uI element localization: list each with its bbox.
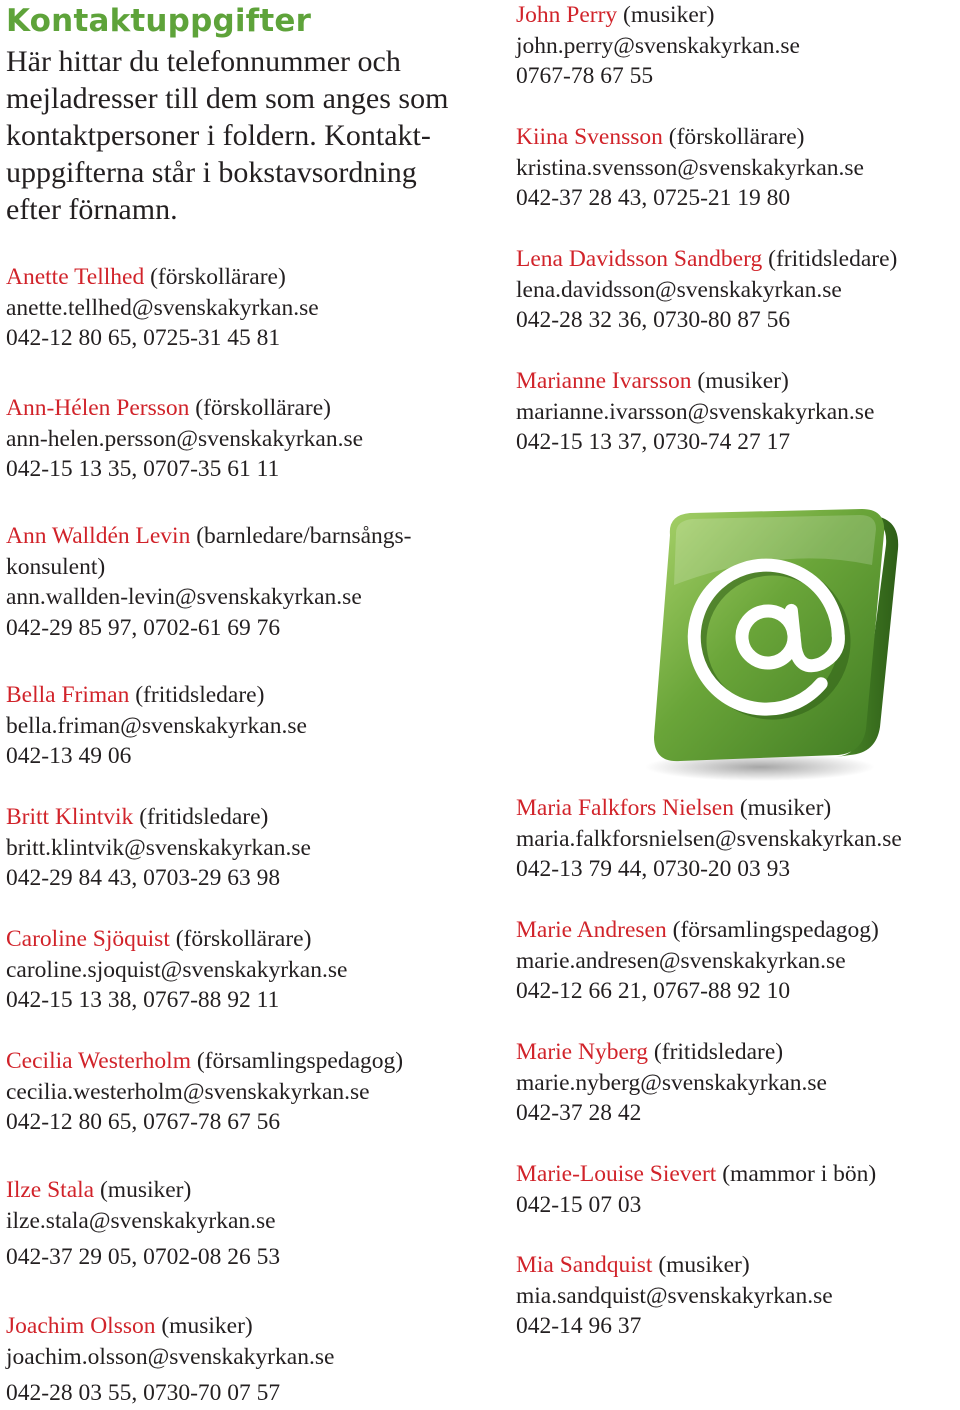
contact-entry bbox=[516, 122, 864, 214]
contact-role: (mammor i bön) bbox=[716, 1161, 877, 1187]
contact-role: (förskollärare) bbox=[169, 926, 312, 952]
contact-email[interactable]: mia.sandquist@svenskakyrkan.se bbox=[516, 1282, 833, 1309]
contact-phone: 042-29 84 43, 0703-29 63 98 bbox=[6, 865, 281, 891]
contact-email[interactable]: joachim.olsson@svenskakyrkan.se bbox=[6, 1343, 335, 1370]
contact-role: (fritidsledare) bbox=[129, 682, 265, 708]
contact-name: Bella Friman bbox=[6, 682, 130, 708]
contact-entry bbox=[6, 1046, 403, 1138]
page-title: Kontaktuppgifter bbox=[6, 3, 312, 39]
contact-role: (fritidsledare) bbox=[648, 1039, 784, 1065]
contact-phone: 042-15 13 38, 0767-88 92 11 bbox=[6, 987, 280, 1013]
contact-entry bbox=[516, 0, 800, 92]
contact-name: Caroline Sjöquist bbox=[6, 926, 170, 952]
contact-role: (församlingspedagog) bbox=[666, 917, 879, 943]
contact-name: Marie Andresen bbox=[516, 917, 667, 943]
contact-email[interactable]: john.perry@svenskakyrkan.se bbox=[516, 32, 800, 59]
contact-name: Marie-Louise Sievert bbox=[516, 1161, 717, 1187]
contact-entry bbox=[516, 915, 879, 1007]
contact-phone: 042-15 13 37, 0730-74 27 17 bbox=[516, 429, 791, 455]
contact-name: Joachim Olsson bbox=[6, 1313, 156, 1339]
contact-phone: 0767-78 67 55 bbox=[516, 63, 654, 89]
contact-name: Mia Sandquist bbox=[516, 1252, 653, 1278]
contact-entry bbox=[516, 1159, 876, 1220]
contact-entry bbox=[516, 793, 902, 885]
contact-name: Marie Nyberg bbox=[516, 1039, 649, 1065]
intro-line: efter förnamn. bbox=[6, 193, 178, 226]
contact-name: Cecilia Westerholm bbox=[6, 1048, 191, 1074]
contact-role: (förskollärare) bbox=[144, 264, 286, 290]
contact-phone: 042-37 29 05, 0702-08 26 53 bbox=[6, 1244, 281, 1270]
contact-name: John Perry bbox=[516, 2, 618, 28]
contact-role: (barnledare/barnsångs- bbox=[190, 523, 412, 549]
contact-email[interactable]: maria.falkforsnielsen@svenskakyrkan.se bbox=[516, 825, 902, 852]
contact-entry bbox=[6, 924, 347, 1016]
contact-entry bbox=[516, 1037, 827, 1129]
contact-role: (församlingspedagog) bbox=[190, 1048, 404, 1074]
contact-role-continued: konsulent) bbox=[6, 553, 106, 580]
at-sign-icon bbox=[640, 505, 900, 785]
intro-text bbox=[6, 43, 506, 228]
contact-entry bbox=[6, 521, 412, 643]
contact-role: (musiker) bbox=[691, 368, 789, 394]
contact-name: Anette Tellhed bbox=[6, 264, 145, 290]
contact-email[interactable]: ann.wallden-levin@svenskakyrkan.se bbox=[6, 584, 362, 610]
intro-line: mejladresser till dem som anges som bbox=[6, 82, 449, 115]
contact-entry bbox=[516, 1250, 833, 1342]
contact-name: Ann Walldén Levin bbox=[6, 523, 191, 549]
contact-email[interactable]: anette.tellhed@svenskakyrkan.se bbox=[6, 294, 319, 321]
contact-phone: 042-28 03 55, 0730-70 07 57 bbox=[6, 1380, 281, 1406]
contact-entry bbox=[6, 1311, 334, 1409]
contact-role: (musiker) bbox=[155, 1313, 253, 1339]
contact-email[interactable]: cecilia.westerholm@svenskakyrkan.se bbox=[6, 1078, 370, 1105]
contact-phone: 042-12 80 65, 0725-31 45 81 bbox=[6, 325, 281, 351]
contact-email[interactable]: marie.nyberg@svenskakyrkan.se bbox=[516, 1069, 827, 1096]
contact-role: (musiker) bbox=[652, 1252, 750, 1278]
contact-entry bbox=[516, 244, 897, 336]
contact-name: Ann-Hélen Persson bbox=[6, 395, 190, 421]
contact-phone: 042-12 80 65, 0767-78 67 56 bbox=[6, 1109, 281, 1135]
contact-phone: 042-37 28 43, 0725-21 19 80 bbox=[516, 185, 791, 211]
contact-email[interactable]: marie.andresen@svenskakyrkan.se bbox=[516, 947, 846, 974]
contact-role: (musiker) bbox=[94, 1177, 192, 1203]
contact-email[interactable]: britt.klintvik@svenskakyrkan.se bbox=[6, 834, 311, 861]
contact-phone: 042-12 66 21, 0767-88 92 10 bbox=[516, 978, 791, 1004]
contact-email[interactable]: kristina.svensson@svenskakyrkan.se bbox=[516, 154, 864, 181]
contact-role: (förskollärare) bbox=[189, 395, 331, 421]
contact-name: Marianne Ivarsson bbox=[516, 368, 692, 394]
contact-role: (musiker) bbox=[733, 795, 832, 821]
contact-name: Lena Davidsson Sandberg bbox=[516, 246, 763, 272]
intro-line: kontaktpersoner i foldern. Kontakt- bbox=[6, 119, 431, 152]
contact-name: Maria Falkfors Nielsen bbox=[516, 795, 734, 821]
contact-role: (fritidsledare) bbox=[762, 246, 898, 272]
contact-phone: 042-14 96 37 bbox=[516, 1313, 642, 1339]
contact-role: (fritidsledare) bbox=[133, 804, 269, 830]
contact-phone: 042-13 79 44, 0730-20 03 93 bbox=[516, 856, 791, 882]
contact-entry bbox=[516, 366, 874, 458]
contact-email[interactable]: marianne.ivarsson@svenskakyrkan.se bbox=[516, 398, 875, 425]
at-sign-icon-graphic bbox=[640, 505, 900, 785]
contact-phone: 042-13 49 06 bbox=[6, 743, 132, 769]
contact-phone: 042-28 32 36, 0730-80 87 56 bbox=[516, 307, 791, 333]
contact-phone: 042-15 07 03 bbox=[516, 1191, 642, 1218]
contact-name: Britt Klintvik bbox=[6, 804, 134, 830]
contact-email[interactable]: ilze.stala@svenskakyrkan.se bbox=[6, 1207, 276, 1234]
contact-email[interactable]: ann-helen.persson@svenskakyrkan.se bbox=[6, 425, 364, 452]
contact-phone: 042-15 13 35, 0707-35 61 11 bbox=[6, 456, 280, 482]
contact-entry bbox=[6, 262, 319, 354]
contact-role: (förskollärare) bbox=[662, 124, 805, 150]
contact-email[interactable]: caroline.sjoquist@svenskakyrkan.se bbox=[6, 956, 348, 983]
intro-line: Här hittar du telefonnummer och bbox=[6, 45, 401, 78]
contact-phone: 042-37 28 42 bbox=[516, 1100, 642, 1126]
contact-entry bbox=[6, 393, 363, 485]
contact-role: (musiker) bbox=[617, 2, 715, 28]
intro-line: uppgifterna står i bokstavsordning bbox=[6, 156, 417, 189]
contact-phone: 042-29 85 97, 0702-61 69 76 bbox=[6, 614, 281, 641]
contact-name: Kiina Svensson bbox=[516, 124, 663, 150]
contact-email[interactable]: lena.davidsson@svenskakyrkan.se bbox=[516, 276, 842, 303]
contact-name: Ilze Stala bbox=[6, 1177, 95, 1203]
contact-email[interactable]: bella.friman@svenskakyrkan.se bbox=[6, 712, 307, 739]
contact-entry bbox=[6, 802, 311, 894]
contact-entry bbox=[6, 1175, 280, 1273]
contact-entry bbox=[6, 680, 307, 772]
